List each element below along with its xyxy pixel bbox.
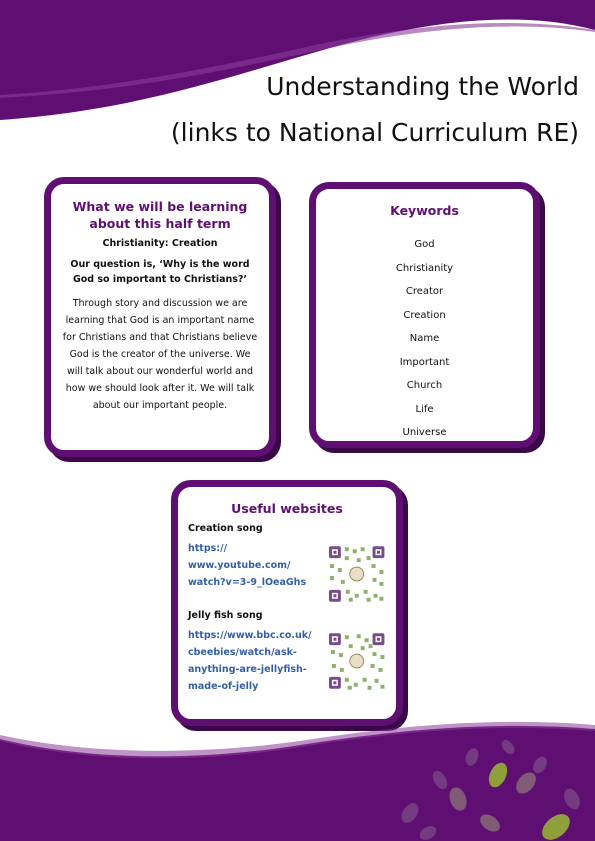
leaves-decoration-icon [380,735,595,841]
qr-code-icon [327,544,386,604]
page-title: Understanding the World [266,72,579,101]
qr-code-icon [327,631,386,691]
keywords-card [309,182,540,448]
link-creation-song[interactable]: https:// www.youtube.com/ watch?v=3-9_lOeaGhs [188,543,307,588]
site-row-jellyfish [188,627,386,695]
learning-card [44,177,276,457]
keyword-item: Name [409,333,440,344]
keyword-item: Creator [405,286,444,297]
learning-topic: Christianity: Creation [102,238,218,249]
keyword-item: Universe [402,427,447,438]
keyword-item: God [414,239,435,250]
site-row-creation [188,540,386,604]
keywords-list [324,233,525,445]
keyword-item: Important [399,356,450,368]
site-title-creation: Creation song [188,523,263,534]
websites-card [171,480,403,726]
site-title-jellyfish: Jelly fish song [188,610,263,621]
page-subtitle: (links to National Curriculum RE) [170,118,579,147]
learning-heading: What we will be learning about this half term [72,199,248,231]
keyword-item: Creation [403,309,446,321]
header-wave [0,0,595,130]
websites-heading: Useful websites [231,501,343,516]
keywords-heading: Keywords [390,203,459,218]
learning-question: Our question is, ‘Why is the word God so important to Christians?’ [70,259,250,285]
keyword-item: Church [406,380,443,391]
link-jellyfish-song[interactable]: https://www.bbc.co.uk/ cbeebies/watch/ask- anything-are-jellyfish- made-of-jelly [188,630,312,692]
learning-body: Through story and discussion we are learning that God is an important name for Christians and that Christians believe God is the creator of the universe. We will talk about our wonderful world and how we should look after it. We will talk about our important people. [62,298,258,411]
keyword-item: Life [415,403,434,415]
keyword-item: Christianity [395,262,454,274]
